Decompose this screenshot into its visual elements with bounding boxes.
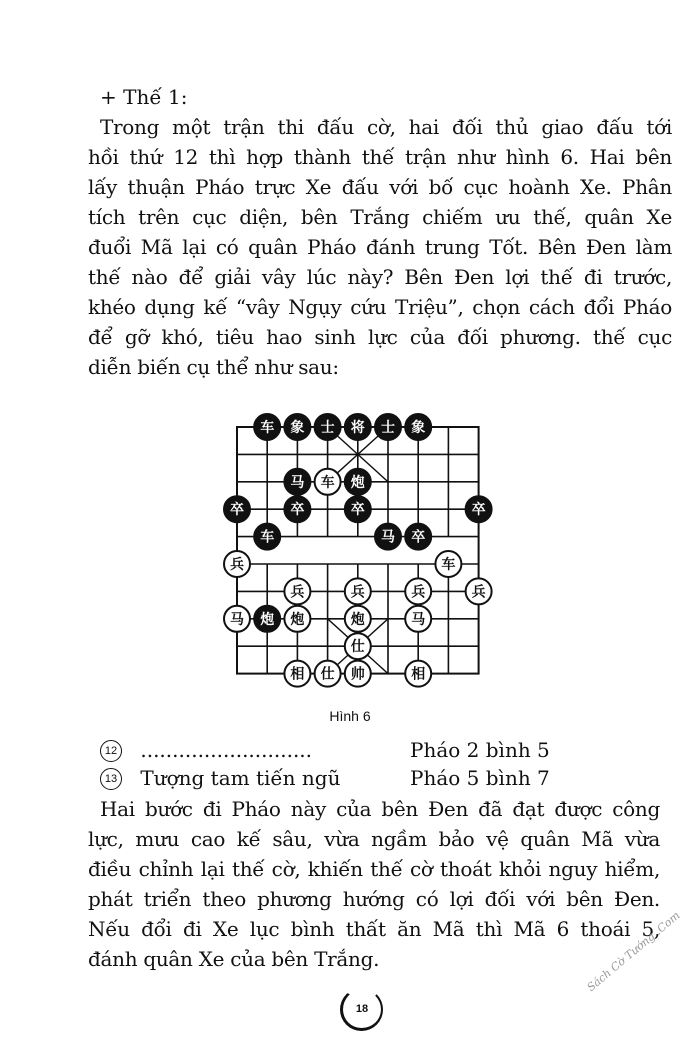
xiangqi-board-figure — [220, 405, 500, 695]
piece-label: 兵 — [350, 584, 365, 601]
intro-line: để gỡ khó, tiêu hao sinh lực của đối phương. thế cục — [88, 325, 672, 349]
figure-caption: Hình 6 — [329, 708, 371, 724]
piece-label: 仕 — [350, 639, 365, 656]
paragraph-line: lực, mưu cao kế sâu, vừa ngầm bảo vệ quân Mã vừa — [88, 827, 660, 851]
section-heading: + Thế 1: — [100, 85, 188, 109]
piece-label: 兵 — [471, 584, 486, 601]
paragraph-line: phát triển theo phương hướng có lợi đối với bên Đen. — [88, 887, 660, 911]
piece-label: 卒 — [290, 502, 305, 519]
intro-line: diễn biến cụ thể như sau: — [88, 355, 339, 379]
piece-label: 车 — [260, 529, 275, 546]
piece-label: 象 — [411, 420, 426, 436]
piece-label: 炮 — [350, 611, 365, 628]
move-black: Pháo 5 bình 7 — [410, 766, 550, 790]
piece-label: 士 — [320, 420, 335, 436]
piece-label: 仕 — [320, 666, 335, 683]
piece-label: 象 — [290, 420, 305, 436]
move-black: Pháo 2 bình 5 — [410, 738, 550, 762]
move-12 — [100, 736, 312, 764]
intro-line: tích trên cục diện, bên Trắng chiếm ưu thế, quân Xe — [88, 205, 672, 229]
piece-label: 车 — [260, 420, 275, 436]
piece-label: 卒 — [471, 502, 486, 519]
move-white: Tượng tam tiến ngũ — [140, 766, 341, 790]
intro-line: khéo dụng kế “vây Ngụy cứu Triệu”, chọn cách đổi Pháo — [88, 295, 672, 319]
piece-label: 兵 — [411, 584, 426, 601]
piece-label: 卒 — [350, 502, 365, 519]
piece-label: 马 — [381, 529, 395, 546]
piece-label: 相 — [290, 666, 305, 683]
piece-label: 士 — [381, 420, 395, 436]
piece-label: 炮 — [350, 474, 365, 491]
piece-label: 卒 — [230, 502, 244, 519]
intro-line: hồi thứ 12 thì hợp thành thế trận như hình 6. Hai bên — [88, 145, 672, 169]
piece-label: 将 — [350, 420, 365, 436]
paragraph-line: đánh quân Xe của bên Trắng. — [88, 947, 380, 971]
piece-label: 帅 — [350, 666, 365, 683]
piece-label: 马 — [230, 611, 244, 628]
piece-label: 车 — [320, 474, 335, 491]
move-13 — [100, 764, 341, 792]
piece-label: 兵 — [230, 557, 244, 573]
piece-label: 炮 — [290, 611, 305, 628]
intro-line: lấy thuận Pháo trực Xe đấu với bố cục hoành Xe. Phân — [88, 175, 672, 199]
piece-label: 炮 — [260, 611, 275, 628]
paragraph-line: Hai bước đi Pháo này của bên Đen đã đạt được công — [100, 797, 660, 821]
piece-label: 相 — [411, 666, 426, 683]
intro-line: Trong một trận thi đấu cờ, hai đối thủ giao đấu tới — [100, 115, 672, 139]
piece-label: 马 — [411, 611, 426, 628]
move-number: 12 — [100, 740, 122, 762]
paragraph-line: Nếu đổi đi Xe lục bình thất ăn Mã thì Mã 6 thoái 5, — [88, 917, 660, 941]
watermark: Sách Cờ Tướng .Com — [584, 908, 683, 995]
move-number: 13 — [100, 768, 122, 790]
piece-label: 车 — [441, 557, 456, 573]
piece-label: 卒 — [411, 529, 426, 546]
intro-line: đuổi Mã lại có quân Pháo đánh trung Tốt. Bên Đen làm — [88, 235, 672, 259]
paragraph-line: điều chỉnh lại thế cờ, khiến thế cờ thoát khỏi nguy hiểm, — [88, 857, 660, 881]
page-number: 18 — [340, 988, 383, 1031]
move-white: ........................... — [140, 738, 313, 762]
piece-label: 马 — [290, 474, 305, 491]
intro-line: thế nào để giải vây lúc này? Bên Đen lợi thế đi trước, — [88, 265, 672, 289]
piece-label: 兵 — [290, 584, 305, 601]
